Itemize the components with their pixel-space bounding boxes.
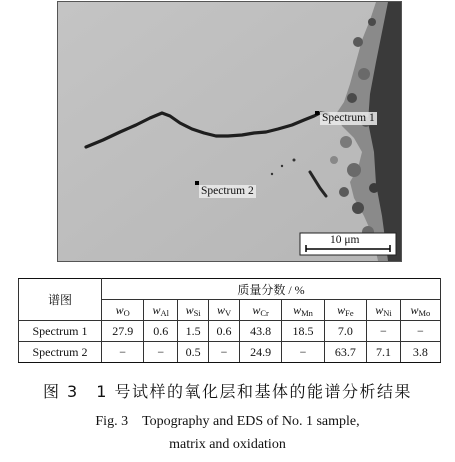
value-cell: − (400, 321, 440, 342)
element-symbol: Mo (418, 307, 431, 318)
value-cell: 1.5 (178, 321, 209, 342)
element-symbol: Fe (345, 307, 354, 318)
element-header-cell (367, 300, 401, 321)
element-symbol: Si (193, 307, 201, 318)
mass-fraction-symbol: w (293, 302, 302, 317)
element-symbol: Ni (383, 307, 392, 318)
element-header-cell (102, 300, 144, 321)
spectrum-name-cell: Spectrum 2 (19, 342, 102, 363)
table-row (19, 342, 441, 363)
value-cell: − (209, 342, 240, 363)
particle (293, 159, 296, 162)
particle (281, 165, 283, 167)
value-cell: − (102, 342, 144, 363)
element-header-cell (282, 300, 324, 321)
value-cell: − (367, 321, 401, 342)
spectrum-1-label: Spectrum 1 (322, 112, 375, 124)
group-header-cell: 质量分数 / % (102, 279, 441, 300)
element-header-cell (239, 300, 281, 321)
sem-image (58, 2, 401, 261)
value-cell: 27.9 (102, 321, 144, 342)
element-symbol: V (224, 307, 232, 318)
mass-fraction-symbol: w (252, 302, 261, 317)
mass-fraction-symbol: w (115, 302, 124, 317)
mass-fraction-symbol: w (152, 302, 161, 317)
scale-bar-label: 10 μm (330, 234, 360, 246)
value-cell: 18.5 (282, 321, 324, 342)
value-cell: 7.1 (367, 342, 401, 363)
element-symbol: Cr (260, 307, 269, 318)
mass-fraction-symbol: w (216, 302, 225, 317)
row-header-cell: 谱图 (19, 279, 102, 321)
spectrum-2-label: Spectrum 2 (201, 185, 254, 197)
spectrum-name-cell: Spectrum 1 (19, 321, 102, 342)
value-cell: 0.6 (209, 321, 240, 342)
value-cell: 0.6 (144, 321, 178, 342)
spectrum-1-marker (315, 111, 319, 115)
value-cell: 0.5 (178, 342, 209, 363)
element-header-cell (400, 300, 440, 321)
value-cell: 3.8 (400, 342, 440, 363)
figure-caption-cn: 图 3 1 号试样的氧化层和基体的能谱分析结果 (42, 382, 413, 401)
sem-micrograph (57, 1, 402, 262)
element-header-cell (324, 300, 366, 321)
value-cell: 7.0 (324, 321, 366, 342)
mass-fraction-symbol: w (337, 302, 346, 317)
value-cell: 43.8 (239, 321, 281, 342)
value-cell: 63.7 (324, 342, 366, 363)
value-cell: − (144, 342, 178, 363)
mass-fraction-symbol: w (410, 302, 419, 317)
figure-caption-en-line1: Fig. 3 Topography and EDS of No. 1 sample, (95, 414, 360, 429)
element-header-cell (178, 300, 209, 321)
mass-fraction-symbol: w (185, 302, 194, 317)
figure-caption-en-line2: matrix and oxidation (169, 437, 286, 452)
element-header-cell (209, 300, 240, 321)
element-symbol: O (123, 307, 130, 318)
element-symbol: Mn (301, 307, 313, 318)
eds-table (18, 278, 441, 363)
value-cell: − (282, 342, 324, 363)
mass-fraction-symbol: w (375, 302, 384, 317)
table-header-row (19, 279, 441, 300)
element-header-cell (144, 300, 178, 321)
table-row (19, 321, 441, 342)
value-cell: 24.9 (239, 342, 281, 363)
element-symbol: Al (160, 307, 169, 318)
particle (271, 173, 273, 175)
